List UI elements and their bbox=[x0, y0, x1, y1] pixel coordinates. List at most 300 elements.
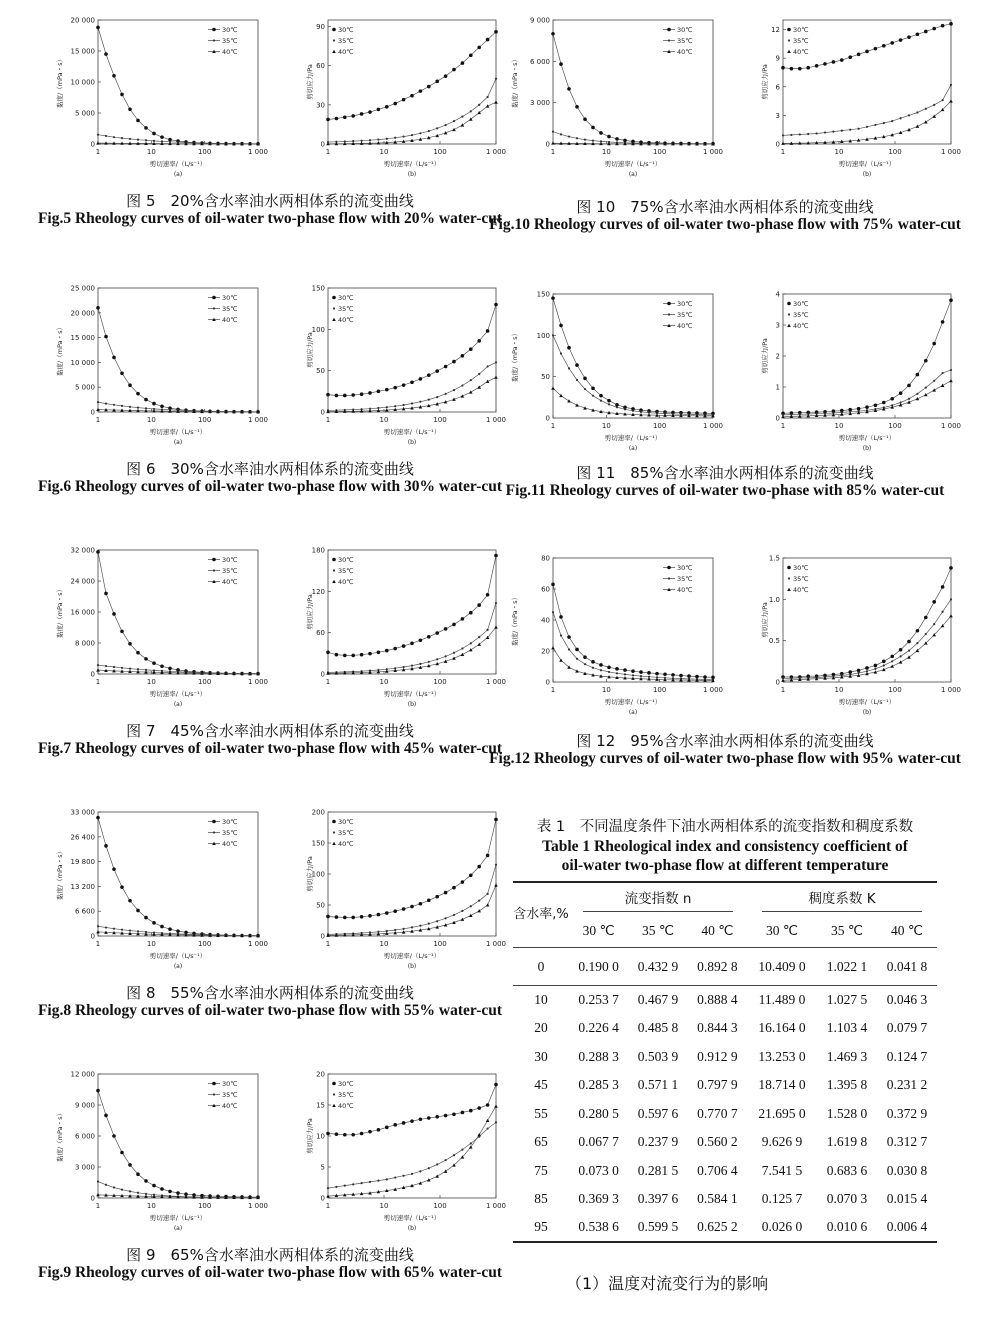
data-point bbox=[435, 631, 439, 635]
table-cell: 0.599 5 bbox=[628, 1214, 687, 1243]
data-point bbox=[469, 611, 473, 615]
figure-9 bbox=[30, 1062, 510, 1282]
y-tick-label: 5 000 bbox=[74, 109, 95, 118]
table-cell: 0.079 7 bbox=[886, 1020, 928, 1036]
data-point bbox=[96, 1089, 100, 1093]
data-point bbox=[599, 663, 603, 667]
figure-11 bbox=[485, 282, 965, 500]
data-point bbox=[865, 405, 869, 409]
data-point bbox=[899, 38, 903, 42]
x-tick-label: 1 000 bbox=[247, 1202, 269, 1210]
data-point bbox=[942, 372, 944, 374]
x-tick-label: 10 bbox=[601, 148, 611, 156]
fig-6-charts bbox=[30, 276, 510, 448]
data-point bbox=[798, 67, 802, 71]
y-tick-label: 8 000 bbox=[74, 639, 95, 648]
data-point bbox=[487, 1127, 489, 1129]
data-point bbox=[212, 296, 216, 300]
data-point bbox=[128, 899, 132, 903]
x-axis-label: 剪切速率/（L/s⁻¹） bbox=[838, 698, 896, 706]
y-tick-label: 25 000 bbox=[70, 284, 95, 293]
data-point bbox=[461, 617, 465, 621]
table-cell: 0.190 0 bbox=[569, 948, 628, 986]
data-point bbox=[368, 652, 372, 656]
legend-label: 30℃ bbox=[222, 294, 238, 302]
data-point bbox=[494, 1083, 498, 1087]
data-point bbox=[377, 651, 381, 655]
data-point bbox=[551, 386, 555, 389]
data-point bbox=[419, 89, 423, 93]
x-tick-label: 1 000 bbox=[702, 422, 724, 430]
x-tick-label: 1 bbox=[550, 148, 556, 156]
y-tick-label: 3 000 bbox=[529, 99, 550, 108]
table-cell: 13.253 0 bbox=[758, 1048, 806, 1064]
data-point bbox=[452, 360, 456, 364]
data-point bbox=[393, 102, 397, 106]
data-point bbox=[916, 629, 920, 633]
panel-label: (a) bbox=[173, 171, 183, 178]
data-point bbox=[916, 373, 920, 377]
data-point bbox=[900, 655, 902, 657]
data-point bbox=[343, 1133, 347, 1137]
legend-label: 35℃ bbox=[677, 37, 693, 45]
y-tick-label: 5 000 bbox=[74, 383, 95, 392]
y-tick-label: 24 000 bbox=[70, 577, 95, 586]
y-tick-label: 3 bbox=[775, 111, 780, 120]
data-point bbox=[461, 384, 463, 386]
y-axis-label: 剪切应力/Pa bbox=[306, 332, 314, 368]
data-point bbox=[667, 566, 671, 570]
data-point bbox=[113, 1186, 115, 1188]
y-axis-label: 黏度/（mPa・s） bbox=[511, 593, 519, 647]
legend-label: 30℃ bbox=[793, 564, 809, 572]
data-point bbox=[326, 915, 330, 919]
data-point bbox=[551, 646, 555, 649]
data-point bbox=[136, 119, 140, 123]
data-point bbox=[435, 369, 439, 373]
table-cell: 0.503 9 bbox=[637, 1048, 679, 1064]
data-point bbox=[128, 107, 132, 111]
data-point bbox=[461, 354, 465, 358]
data-point bbox=[212, 28, 216, 32]
data-point bbox=[335, 1132, 339, 1136]
data-point bbox=[332, 296, 336, 300]
y-axis-label: 剪切应力/Pa bbox=[761, 338, 769, 374]
data-point bbox=[332, 1082, 336, 1086]
table-cell: 0.253 7 bbox=[578, 992, 619, 1007]
data-point bbox=[849, 129, 851, 131]
data-point bbox=[623, 139, 627, 143]
x-tick-label: 1 000 bbox=[702, 148, 724, 156]
header-temp: 35 ℃ bbox=[628, 915, 687, 948]
figure-caption-cn: 图 6 30%含水率油水两相体系的流变曲线 bbox=[126, 460, 414, 478]
data-point bbox=[461, 918, 465, 921]
table-cell: 0.125 7 bbox=[761, 1191, 803, 1207]
table-1-block bbox=[510, 818, 940, 1243]
data-point bbox=[823, 62, 827, 66]
chart-panel-b bbox=[305, 547, 506, 709]
data-point bbox=[213, 569, 215, 571]
table-row bbox=[513, 1043, 937, 1072]
legend-label: 40℃ bbox=[793, 48, 809, 56]
data-point bbox=[128, 642, 132, 646]
x-tick-label: 1 000 bbox=[247, 416, 269, 424]
table-cell: 0.237 9 bbox=[637, 1134, 679, 1150]
y-axis-label: 黏度/（mPa・s） bbox=[56, 585, 64, 639]
data-point bbox=[152, 661, 156, 665]
x-tick-label: 1 bbox=[325, 148, 331, 156]
data-point bbox=[403, 928, 405, 930]
table-cell: 0.070 3 bbox=[826, 1191, 868, 1207]
data-point bbox=[410, 380, 414, 384]
data-point bbox=[874, 668, 876, 670]
cell-watercut: 20 bbox=[534, 1020, 548, 1036]
data-point bbox=[890, 655, 894, 659]
data-point bbox=[435, 1175, 439, 1178]
data-point bbox=[427, 899, 431, 903]
header-temp: 40 ℃ bbox=[688, 915, 747, 948]
chart-panel-b bbox=[760, 555, 961, 717]
x-axis-label: 剪切速率/（L/s⁻¹） bbox=[604, 160, 662, 168]
data-point bbox=[452, 886, 456, 890]
legend-label: 40℃ bbox=[677, 586, 693, 594]
data-point bbox=[332, 28, 336, 32]
figure-caption-cn: 图 7 45%含水率油水两相体系的流变曲线 bbox=[126, 722, 414, 740]
x-tick-label: 1 bbox=[325, 678, 331, 686]
data-point bbox=[832, 131, 834, 133]
legend-label: 30℃ bbox=[677, 26, 693, 34]
y-tick-label: 0 bbox=[545, 678, 550, 687]
data-point bbox=[444, 1114, 448, 1118]
data-point bbox=[144, 916, 148, 920]
data-point bbox=[632, 410, 634, 412]
data-point bbox=[461, 123, 465, 126]
data-point bbox=[882, 660, 886, 664]
figure-caption-en: Fig.9 Rheology curves of oil-water two-phase flow with 65% water-cut bbox=[37, 1264, 503, 1281]
fig-12-charts bbox=[485, 546, 965, 718]
data-point bbox=[113, 404, 115, 406]
data-point bbox=[949, 298, 953, 302]
data-point bbox=[559, 324, 563, 328]
panel-label: (a) bbox=[173, 439, 183, 446]
data-point bbox=[452, 623, 456, 627]
table-cell: 0.432 9 bbox=[628, 948, 687, 986]
data-point bbox=[632, 674, 634, 676]
table-cell: 0.844 3 bbox=[697, 1020, 738, 1036]
table-row bbox=[513, 1014, 937, 1043]
fig-5-charts bbox=[30, 8, 510, 180]
data-point bbox=[461, 61, 465, 65]
data-point bbox=[668, 39, 670, 41]
data-point bbox=[377, 108, 381, 112]
data-point bbox=[695, 675, 699, 679]
data-point bbox=[394, 929, 396, 931]
data-point bbox=[152, 1184, 156, 1188]
table-cell: 0.571 1 bbox=[637, 1077, 679, 1093]
data-point bbox=[152, 132, 156, 136]
table-cell: 1.103 4 bbox=[826, 1020, 868, 1036]
data-point bbox=[924, 359, 928, 363]
table-cell: 1.022 1 bbox=[817, 948, 877, 986]
y-tick-label: 0 bbox=[90, 670, 95, 679]
x-tick-label: 1 bbox=[780, 422, 786, 430]
data-point bbox=[402, 1121, 406, 1125]
y-tick-label: 10 000 bbox=[70, 358, 95, 367]
panel-label: (a) bbox=[628, 709, 638, 716]
data-point bbox=[385, 105, 389, 109]
table-cell: 0.041 8 bbox=[877, 948, 937, 986]
data-point bbox=[436, 396, 438, 398]
y-tick-label: 150 bbox=[536, 290, 550, 299]
y-axis-label: 黏度/（mPa・s） bbox=[56, 1109, 64, 1163]
data-point bbox=[444, 74, 448, 78]
data-point bbox=[663, 672, 667, 676]
legend-label: 35℃ bbox=[677, 575, 693, 583]
data-point bbox=[950, 84, 952, 86]
data-point bbox=[857, 407, 861, 411]
data-point bbox=[176, 1191, 180, 1195]
data-point bbox=[410, 905, 414, 909]
x-axis-label: 剪切速率/（L/s⁻¹） bbox=[149, 952, 207, 960]
data-point bbox=[494, 883, 498, 886]
data-point bbox=[160, 925, 164, 929]
legend-label: 35℃ bbox=[338, 567, 354, 575]
data-point bbox=[832, 60, 836, 64]
legend-label: 35℃ bbox=[793, 575, 809, 583]
x-tick-label: 1 bbox=[95, 678, 101, 686]
x-tick-label: 10 bbox=[146, 1202, 156, 1210]
data-point bbox=[461, 1111, 465, 1115]
y-tick-label: 0 bbox=[545, 414, 550, 423]
data-point bbox=[410, 642, 414, 646]
data-point bbox=[97, 1180, 99, 1182]
data-point bbox=[97, 401, 99, 403]
y-tick-label: 90 bbox=[316, 23, 325, 32]
data-point bbox=[624, 408, 626, 410]
data-point bbox=[136, 909, 140, 913]
table-cell: 0.797 9 bbox=[697, 1077, 738, 1093]
data-point bbox=[393, 909, 397, 913]
data-point bbox=[552, 611, 554, 613]
data-point bbox=[213, 831, 215, 833]
data-point bbox=[924, 120, 928, 123]
data-point bbox=[461, 394, 465, 397]
data-point bbox=[112, 356, 116, 360]
data-point bbox=[326, 393, 330, 397]
rheology-table bbox=[513, 881, 937, 1243]
y-tick-label: 0 bbox=[90, 408, 95, 417]
data-point bbox=[933, 623, 935, 625]
y-tick-label: 9 000 bbox=[74, 1101, 95, 1110]
data-point bbox=[687, 674, 691, 678]
table-cell: 1.395 8 bbox=[826, 1077, 868, 1093]
x-tick-label: 100 bbox=[433, 1202, 447, 1210]
data-point bbox=[899, 391, 903, 395]
data-point bbox=[120, 93, 124, 97]
panel-label: (a) bbox=[628, 171, 638, 178]
y-tick-label: 0 bbox=[320, 408, 325, 417]
data-point bbox=[703, 675, 707, 679]
table-cell: 0.231 2 bbox=[886, 1077, 928, 1093]
data-point bbox=[351, 916, 355, 920]
table-cell: 0.015 4 bbox=[886, 1191, 928, 1207]
legend-label: 30℃ bbox=[222, 1080, 238, 1088]
data-point bbox=[120, 1151, 124, 1155]
table-cell: 0.770 7 bbox=[697, 1105, 738, 1121]
y-tick-label: 40 bbox=[541, 616, 550, 625]
series-line bbox=[783, 568, 951, 677]
data-point bbox=[477, 339, 481, 343]
data-point bbox=[326, 1132, 330, 1136]
x-tick-label: 100 bbox=[197, 678, 212, 686]
legend-label: 30℃ bbox=[338, 556, 354, 564]
data-point bbox=[435, 80, 439, 84]
y-tick-label: 100 bbox=[311, 325, 325, 334]
table-cell: 0.073 0 bbox=[578, 1162, 619, 1178]
data-point bbox=[787, 50, 791, 53]
figure-caption-en: Fig.12 Rheology curves of oil-water two-phase flow with 95% water-cut bbox=[489, 750, 961, 767]
y-tick-label: 0.5 bbox=[768, 637, 780, 646]
x-tick-label: 100 bbox=[652, 148, 667, 156]
panel-label: (b) bbox=[862, 709, 872, 716]
x-axis-label: 剪切速率/（L/s⁻¹） bbox=[604, 434, 662, 442]
data-point bbox=[607, 135, 611, 139]
data-point bbox=[461, 880, 465, 884]
data-point bbox=[160, 135, 164, 139]
x-tick-label: 1 000 bbox=[247, 148, 269, 156]
y-axis-label: 剪切应力/Pa bbox=[306, 64, 314, 100]
data-point bbox=[104, 592, 108, 596]
cell-watercut: 75 bbox=[534, 1162, 548, 1178]
y-tick-label: 0 bbox=[90, 1194, 95, 1203]
x-tick-label: 100 bbox=[888, 148, 902, 156]
x-tick-label: 1 bbox=[325, 1202, 331, 1210]
data-point bbox=[403, 1175, 405, 1177]
y-tick-label: 1 bbox=[775, 383, 780, 392]
data-point bbox=[591, 386, 595, 390]
data-point bbox=[144, 126, 148, 130]
panel-label: (a) bbox=[173, 1225, 183, 1232]
data-point bbox=[120, 885, 124, 889]
data-point bbox=[575, 105, 579, 109]
y-tick-label: 20 bbox=[316, 1070, 325, 1079]
data-point bbox=[469, 914, 473, 917]
x-axis-label: 剪切速率/（L/s⁻¹） bbox=[383, 1214, 441, 1222]
x-axis-label: 剪切速率/（L/s⁻¹） bbox=[149, 160, 207, 168]
data-point bbox=[121, 1189, 123, 1191]
data-point bbox=[949, 614, 953, 617]
panel-label: (b) bbox=[407, 963, 417, 970]
data-point bbox=[932, 600, 936, 604]
data-point bbox=[591, 126, 595, 130]
data-point bbox=[213, 39, 215, 41]
data-point bbox=[352, 1183, 354, 1185]
data-point bbox=[385, 911, 389, 915]
chart-panel-a bbox=[55, 285, 268, 447]
data-point bbox=[360, 915, 364, 919]
data-point bbox=[104, 844, 108, 848]
data-point bbox=[916, 393, 918, 395]
data-point bbox=[144, 1179, 148, 1183]
data-point bbox=[899, 648, 903, 652]
cell-watercut: 55 bbox=[534, 1105, 548, 1121]
data-point bbox=[477, 46, 481, 50]
chart-panel-b bbox=[760, 291, 961, 453]
y-tick-label: 12 bbox=[771, 26, 780, 35]
data-point bbox=[477, 1133, 481, 1136]
x-tick-label: 1 000 bbox=[940, 422, 962, 430]
data-point bbox=[435, 895, 439, 899]
data-point bbox=[486, 1119, 490, 1122]
figure-5 bbox=[30, 8, 510, 228]
data-point bbox=[916, 642, 918, 644]
data-point bbox=[393, 386, 397, 390]
data-point bbox=[121, 667, 123, 669]
y-axis-label: 黏度/（mPa・s） bbox=[511, 55, 519, 109]
figure-caption-cn: 图 10 75%含水率油水两相体系的流变曲线 bbox=[576, 198, 874, 216]
data-point bbox=[419, 377, 423, 381]
data-point bbox=[890, 664, 894, 667]
data-point bbox=[212, 820, 216, 824]
x-tick-label: 1 bbox=[95, 940, 101, 948]
data-point bbox=[615, 403, 619, 407]
data-point bbox=[815, 64, 819, 68]
data-point bbox=[386, 406, 388, 408]
header-consistency-label: 稠度系数 K bbox=[762, 887, 922, 912]
table-cell: 0.683 6 bbox=[826, 1162, 868, 1178]
table-cell: 0.369 3 bbox=[578, 1191, 619, 1207]
data-point bbox=[129, 406, 131, 408]
data-point bbox=[470, 642, 472, 644]
data-point bbox=[332, 820, 336, 824]
data-point bbox=[332, 318, 336, 321]
x-tick-label: 100 bbox=[652, 422, 667, 430]
x-axis-label: 剪切速率/（L/s⁻¹） bbox=[383, 952, 441, 960]
data-point bbox=[96, 26, 100, 30]
data-point bbox=[790, 134, 792, 136]
figure-12 bbox=[485, 546, 965, 768]
chart-panel-b bbox=[305, 809, 506, 971]
table-cell: 0.912 9 bbox=[697, 1048, 738, 1064]
x-tick-label: 100 bbox=[433, 678, 447, 686]
data-point bbox=[411, 926, 413, 928]
data-point bbox=[213, 307, 215, 309]
data-point bbox=[615, 137, 619, 141]
data-point bbox=[436, 1163, 438, 1165]
data-point bbox=[788, 313, 790, 315]
table-cell: 0.584 1 bbox=[697, 1191, 738, 1207]
chart-panel-b bbox=[305, 1071, 506, 1233]
y-tick-label: 32 000 bbox=[70, 546, 95, 555]
data-point bbox=[403, 666, 405, 668]
y-tick-label: 50 bbox=[316, 367, 325, 376]
chart-panel-a bbox=[510, 291, 723, 453]
y-tick-label: 6 600 bbox=[74, 907, 95, 916]
data-point bbox=[105, 665, 107, 667]
x-tick-label: 10 bbox=[379, 678, 389, 686]
y-tick-label: 0 bbox=[320, 1194, 325, 1203]
legend-label: 40℃ bbox=[793, 322, 809, 330]
data-point bbox=[908, 649, 910, 651]
data-point bbox=[129, 1190, 131, 1192]
x-tick-label: 10 bbox=[379, 416, 389, 424]
data-point bbox=[552, 334, 554, 336]
table-cell: 0.030 8 bbox=[886, 1162, 928, 1178]
data-point bbox=[445, 917, 447, 919]
data-point bbox=[411, 134, 413, 136]
panel-label: (a) bbox=[173, 701, 183, 708]
data-point bbox=[105, 926, 107, 928]
